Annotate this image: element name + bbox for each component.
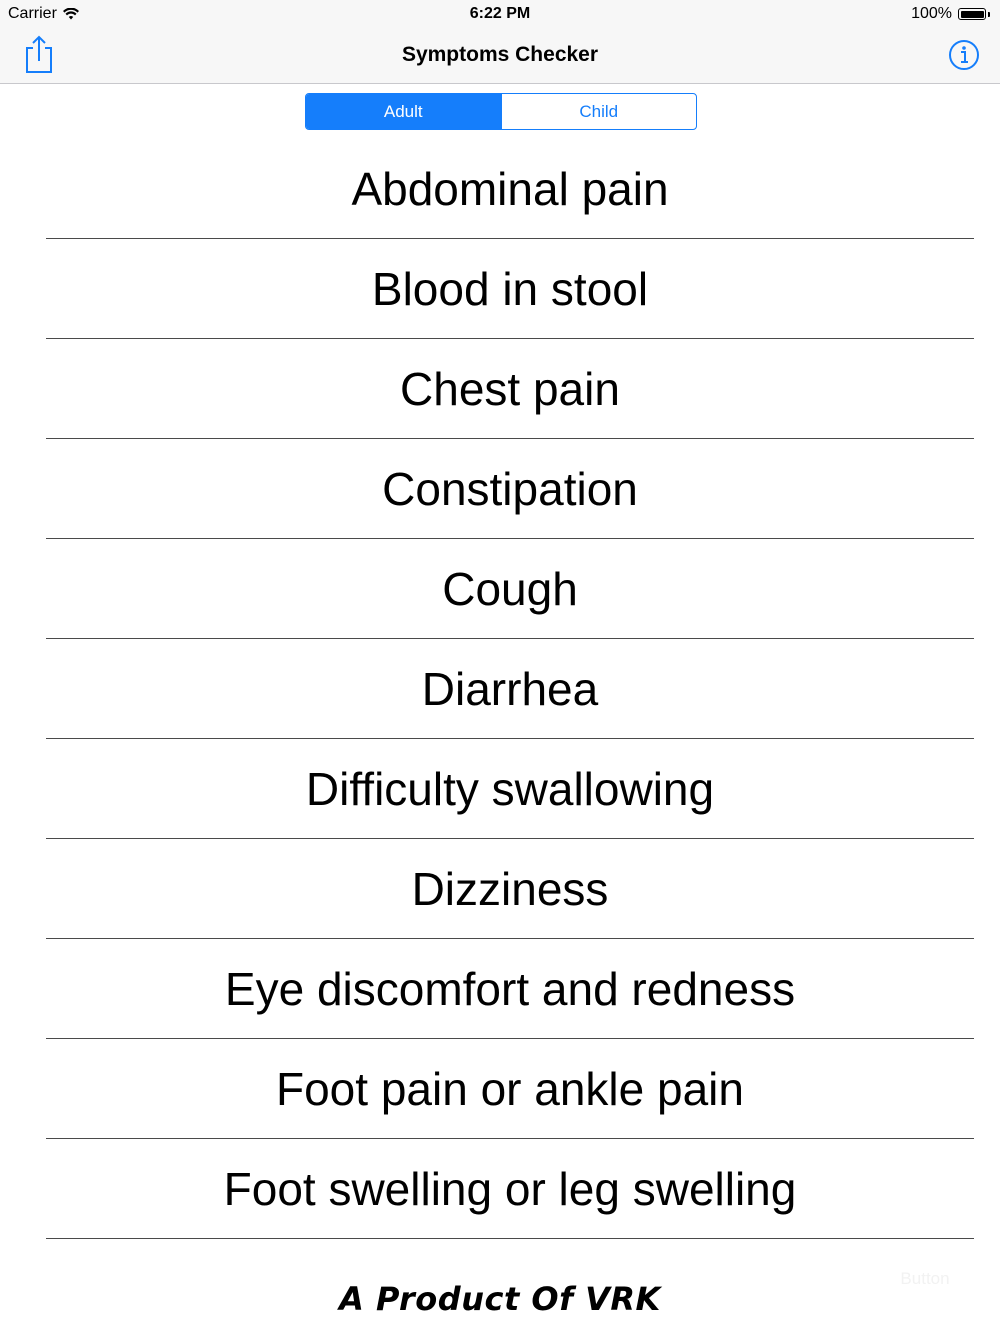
battery-icon (958, 8, 986, 20)
age-segmented-control (305, 93, 697, 130)
symptom-cough[interactable]: Cough (46, 539, 974, 639)
battery-tip (988, 12, 990, 17)
symptom-difficulty-swallowing[interactable]: Difficulty swallowing (46, 739, 974, 839)
symptom-chest-pain[interactable]: Chest pain (46, 339, 974, 439)
symptom-foot-swelling[interactable]: Foot swelling or leg swelling (46, 1139, 974, 1239)
footer-credit: A Product Of VRK (339, 1280, 661, 1318)
carrier-label: Carrier (8, 5, 57, 22)
status-bar (0, 0, 1000, 28)
status-battery-group (911, 5, 990, 23)
footer-button[interactable]: Button (900, 1269, 950, 1288)
symptom-blood-in-stool[interactable]: Blood in stool (46, 239, 974, 339)
symptom-diarrhea[interactable]: Diarrhea (46, 639, 974, 739)
status-time: 6:22 PM (469, 5, 531, 22)
symptom-abdominal-pain[interactable]: Abdominal pain (46, 139, 974, 239)
segment-child[interactable]: Child (501, 94, 697, 129)
symptom-eye-discomfort[interactable]: Eye discomfort and redness (46, 939, 974, 1039)
symptom-dizziness[interactable]: Dizziness (46, 839, 974, 939)
battery-percent: 100% (911, 5, 952, 22)
navigation-bar (0, 28, 1000, 84)
page-title: Symptoms Checker (401, 43, 599, 66)
symptom-constipation[interactable]: Constipation (46, 439, 974, 539)
symptom-foot-pain[interactable]: Foot pain or ankle pain (46, 1039, 974, 1139)
segment-adult[interactable]: Adult (306, 94, 501, 129)
symptom-list (46, 139, 974, 1239)
info-icon[interactable] (948, 39, 980, 71)
